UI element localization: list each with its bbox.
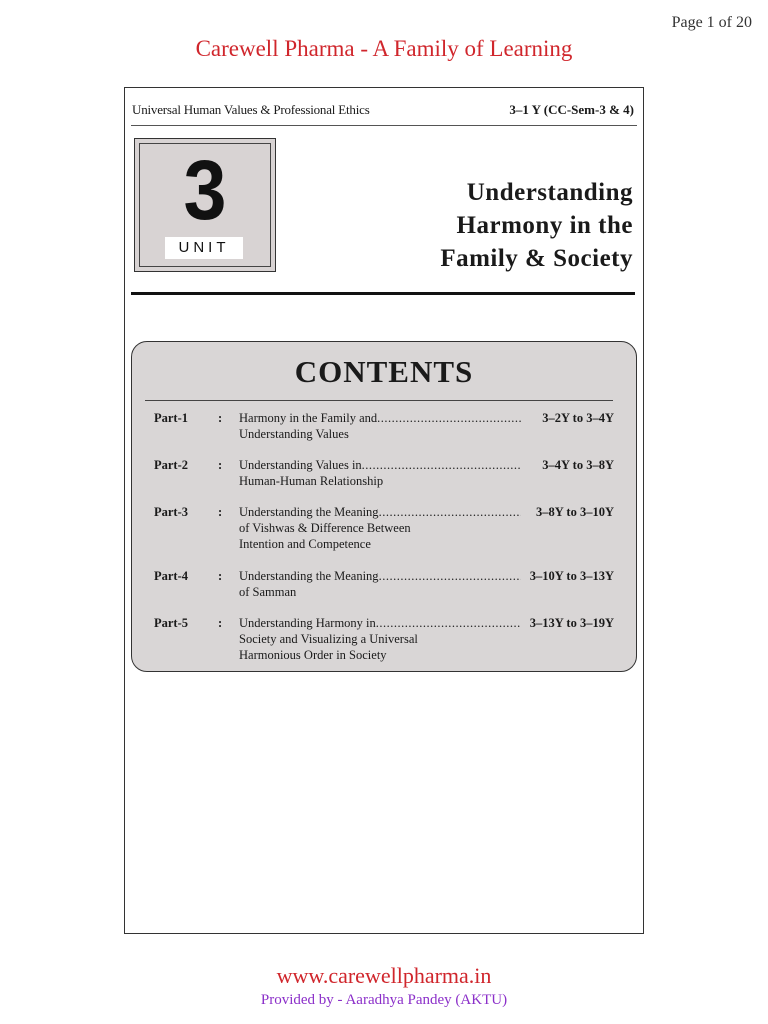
part-colon: : xyxy=(218,458,223,472)
part-colon: : xyxy=(218,411,223,425)
part-label: Part-2 xyxy=(154,458,189,472)
header-divider xyxy=(131,125,637,126)
entry-text: of Samman xyxy=(239,585,297,599)
contents-divider xyxy=(145,400,613,401)
leader-dots xyxy=(379,568,521,584)
unit-number: 3 xyxy=(183,143,227,237)
contents-box xyxy=(131,341,637,672)
part-colon: : xyxy=(218,569,223,583)
unit-title-line: Understanding xyxy=(466,179,633,206)
entry-text: Understanding the Meaning xyxy=(239,505,379,519)
unit-title xyxy=(333,176,633,275)
entry-text: Understanding Values xyxy=(239,427,349,441)
footer-website-link[interactable]: www.carewellpharma.in xyxy=(276,963,492,988)
entry-text: Society and Visualizing a Universal xyxy=(239,632,418,646)
entry-text: Intention and Competence xyxy=(239,537,371,551)
book-title: Universal Human Values & Professional Ethics xyxy=(132,102,370,117)
site-title: Carewell Pharma - A Family of Learning xyxy=(195,36,573,61)
page-indicator: Page 1 of 20 xyxy=(671,14,752,31)
part-colon: : xyxy=(218,505,223,519)
leader-dots xyxy=(379,504,521,520)
unit-label: UNIT xyxy=(165,237,243,259)
title-divider xyxy=(131,292,635,295)
entry-text: Human-Human Relationship xyxy=(239,474,384,488)
contents-heading: CONTENTS xyxy=(294,354,474,389)
page-range: 3–13Y to 3–19Y xyxy=(529,616,614,630)
unit-title-line: Family & Society xyxy=(440,245,633,272)
unit-title-line: Harmony in the xyxy=(456,212,633,239)
part-label: Part-5 xyxy=(154,616,189,630)
page-range: 3–10Y to 3–13Y xyxy=(529,569,614,583)
leader-dots xyxy=(362,457,521,473)
part-colon: : xyxy=(218,616,223,630)
entry-text: Harmony in the Family and xyxy=(239,411,378,425)
entry-text: Harmonious Order in Society xyxy=(239,648,387,662)
entry-text: of Vishwas & Difference Between xyxy=(239,521,411,535)
unit-badge xyxy=(134,138,276,272)
footer-credit: Provided by - Aaradhya Pandey (AKTU) xyxy=(260,992,508,1008)
entry-text: Understanding Values in xyxy=(239,458,362,472)
part-label: Part-1 xyxy=(154,411,189,425)
entry-text: Understanding Harmony in xyxy=(239,616,376,630)
page-range: 3–2Y to 3–4Y xyxy=(542,411,614,425)
leader-dots xyxy=(377,410,521,426)
page-range: 3–8Y to 3–10Y xyxy=(535,505,614,519)
entry-text: Understanding the Meaning xyxy=(239,569,379,583)
leader-dots xyxy=(376,615,521,631)
page-range: 3–4Y to 3–8Y xyxy=(542,458,614,472)
book-code: 3–1 Y (CC-Sem-3 & 4) xyxy=(509,102,634,117)
document-page xyxy=(124,87,644,934)
part-label: Part-4 xyxy=(154,569,189,583)
part-label: Part-3 xyxy=(154,505,189,519)
